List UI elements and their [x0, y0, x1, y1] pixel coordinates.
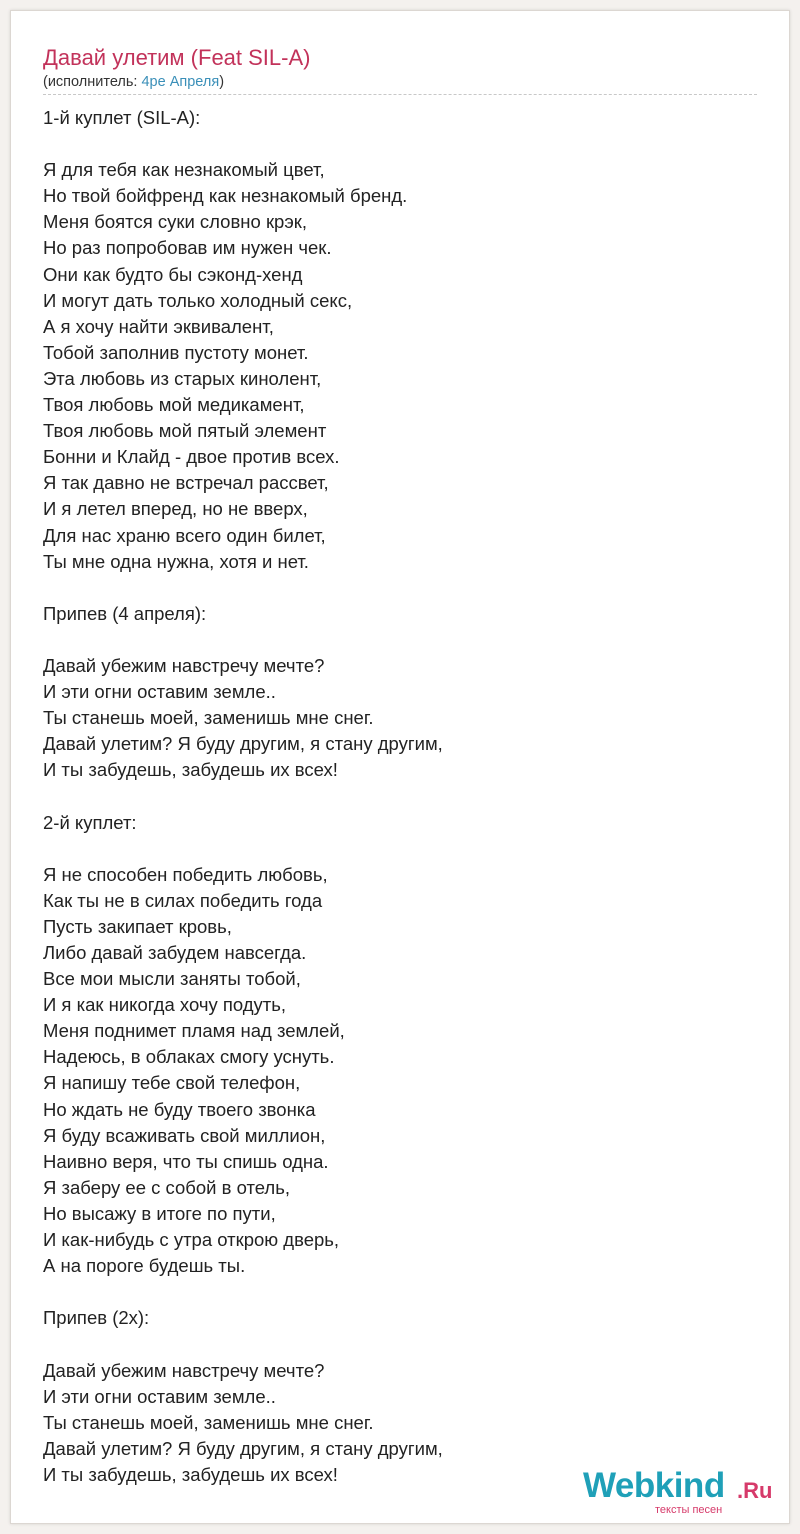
- song-title: Давай улетим (Feat SIL-A): [43, 45, 311, 70]
- blank-line: [43, 1331, 443, 1357]
- artist-byline: [43, 74, 224, 90]
- lyric-line: Я заберу ее с собой в отель,: [43, 1176, 290, 1198]
- lyric-line: И я летел вперед, но не вверх,: [43, 498, 308, 520]
- lyric-line: Меня поднимет пламя над землей,: [43, 1020, 345, 1042]
- lyric-line: Надеюсь, в облаках смогу уснуть.: [43, 1046, 335, 1068]
- lyric-line: Давай убежим навстречу мечте?: [43, 654, 325, 676]
- lyric-line: Меня боятся суки словно крэк,: [43, 211, 307, 233]
- lyric-line: А на пороге будешь ты.: [43, 1255, 246, 1277]
- lyric-line: Бонни и Клайд - двое против всех.: [43, 446, 340, 468]
- lyric-line: Припев (2x):: [43, 1307, 150, 1329]
- lyric-line: Припев (4 апреля):: [43, 602, 207, 624]
- lyric-line: Ты станешь моей, заменишь мне снег.: [43, 1411, 374, 1433]
- blank-line: [43, 575, 443, 601]
- lyric-line: И эти огни оставим земле..: [43, 1385, 276, 1407]
- lyric-line: Они как будто бы сэконд-хенд: [43, 263, 303, 285]
- lyric-line: Давай улетим? Я буду другим, я стану другим,: [43, 733, 443, 755]
- blank-line: [43, 783, 443, 809]
- blank-line: [43, 627, 443, 653]
- lyric-line: 1-й куплет (SIL-A):: [43, 107, 201, 128]
- lyric-line: И ты забудешь, забудешь их всех!: [43, 759, 338, 781]
- logo-tagline: тексты песен: [655, 1504, 723, 1516]
- lyric-line: Ты станешь моей, заменишь мне снег.: [43, 707, 374, 729]
- lyric-line: Либо давай забудем навсегда.: [43, 942, 307, 963]
- lyrics-page: [10, 10, 790, 1524]
- title-divider: [43, 94, 757, 95]
- lyric-line: И эти огни оставим земле..: [43, 681, 276, 703]
- lyric-line: А я хочу найти эквивалент,: [43, 315, 274, 337]
- lyric-line: И могут дать только холодный секс,: [43, 289, 353, 311]
- lyric-line: 2-й куплет:: [43, 811, 137, 833]
- lyric-line: Пусть закипает кровь,: [43, 915, 232, 937]
- logo-brand: Webkind: [583, 1466, 725, 1505]
- lyric-line: Я не способен победить любовь,: [43, 863, 328, 885]
- lyric-line: Я буду всаживать свой миллион,: [43, 1124, 326, 1146]
- artist-link[interactable]: 4ре Апреля: [141, 74, 220, 90]
- blank-line: [43, 836, 443, 862]
- artist-prefix: (исполнитель:: [43, 74, 142, 90]
- lyrics-body: [43, 105, 443, 1488]
- webkind-logo: [583, 1466, 783, 1516]
- lyric-line: Давай убежим навстречу мечте?: [43, 1359, 325, 1381]
- lyric-line: И ты забудешь, забудешь их всех!: [43, 1463, 338, 1485]
- lyric-line: Наивно веря, что ты спишь одна.: [43, 1150, 329, 1172]
- blank-line: [43, 131, 443, 157]
- lyric-line: Но ждать не буду твоего звонка: [43, 1098, 316, 1120]
- lyric-line: Для нас храню всего один билет,: [43, 524, 326, 546]
- artist-suffix: ): [219, 74, 225, 90]
- lyric-line: И как-нибудь с утра открою дверь,: [43, 1229, 340, 1251]
- lyric-line: Тобой заполнив пустоту монет.: [43, 341, 309, 363]
- lyric-line: Все мои мысли заняты тобой,: [43, 968, 301, 990]
- lyric-line: Я для тебя как незнакомый цвет,: [43, 159, 325, 181]
- lyric-line: Давай улетим? Я буду другим, я стану другим,: [43, 1437, 443, 1459]
- blank-line: [43, 1279, 443, 1305]
- lyric-line: Я напишу тебе свой телефон,: [43, 1072, 301, 1094]
- lyric-line: Но твой бойфренд как незнакомый бренд.: [43, 185, 408, 207]
- lyric-line: Ты мне одна нужна, хотя и нет.: [43, 550, 309, 572]
- lyric-line: Но раз попробовав им нужен чек.: [43, 237, 332, 259]
- lyric-line: Эта любовь из старых кинолент,: [43, 367, 322, 389]
- lyric-line: Как ты не в силах победить года: [43, 889, 323, 911]
- lyric-line: Твоя любовь мой пятый элемент: [43, 420, 327, 442]
- lyric-line: И я как никогда хочу подуть,: [43, 994, 287, 1016]
- lyric-line: Я так давно не встречал рассвет,: [43, 472, 329, 494]
- lyric-line: Но высажу в итоге по пути,: [43, 1202, 276, 1224]
- logo-tld: .Ru: [737, 1478, 773, 1503]
- lyric-line: Твоя любовь мой медикамент,: [43, 394, 305, 416]
